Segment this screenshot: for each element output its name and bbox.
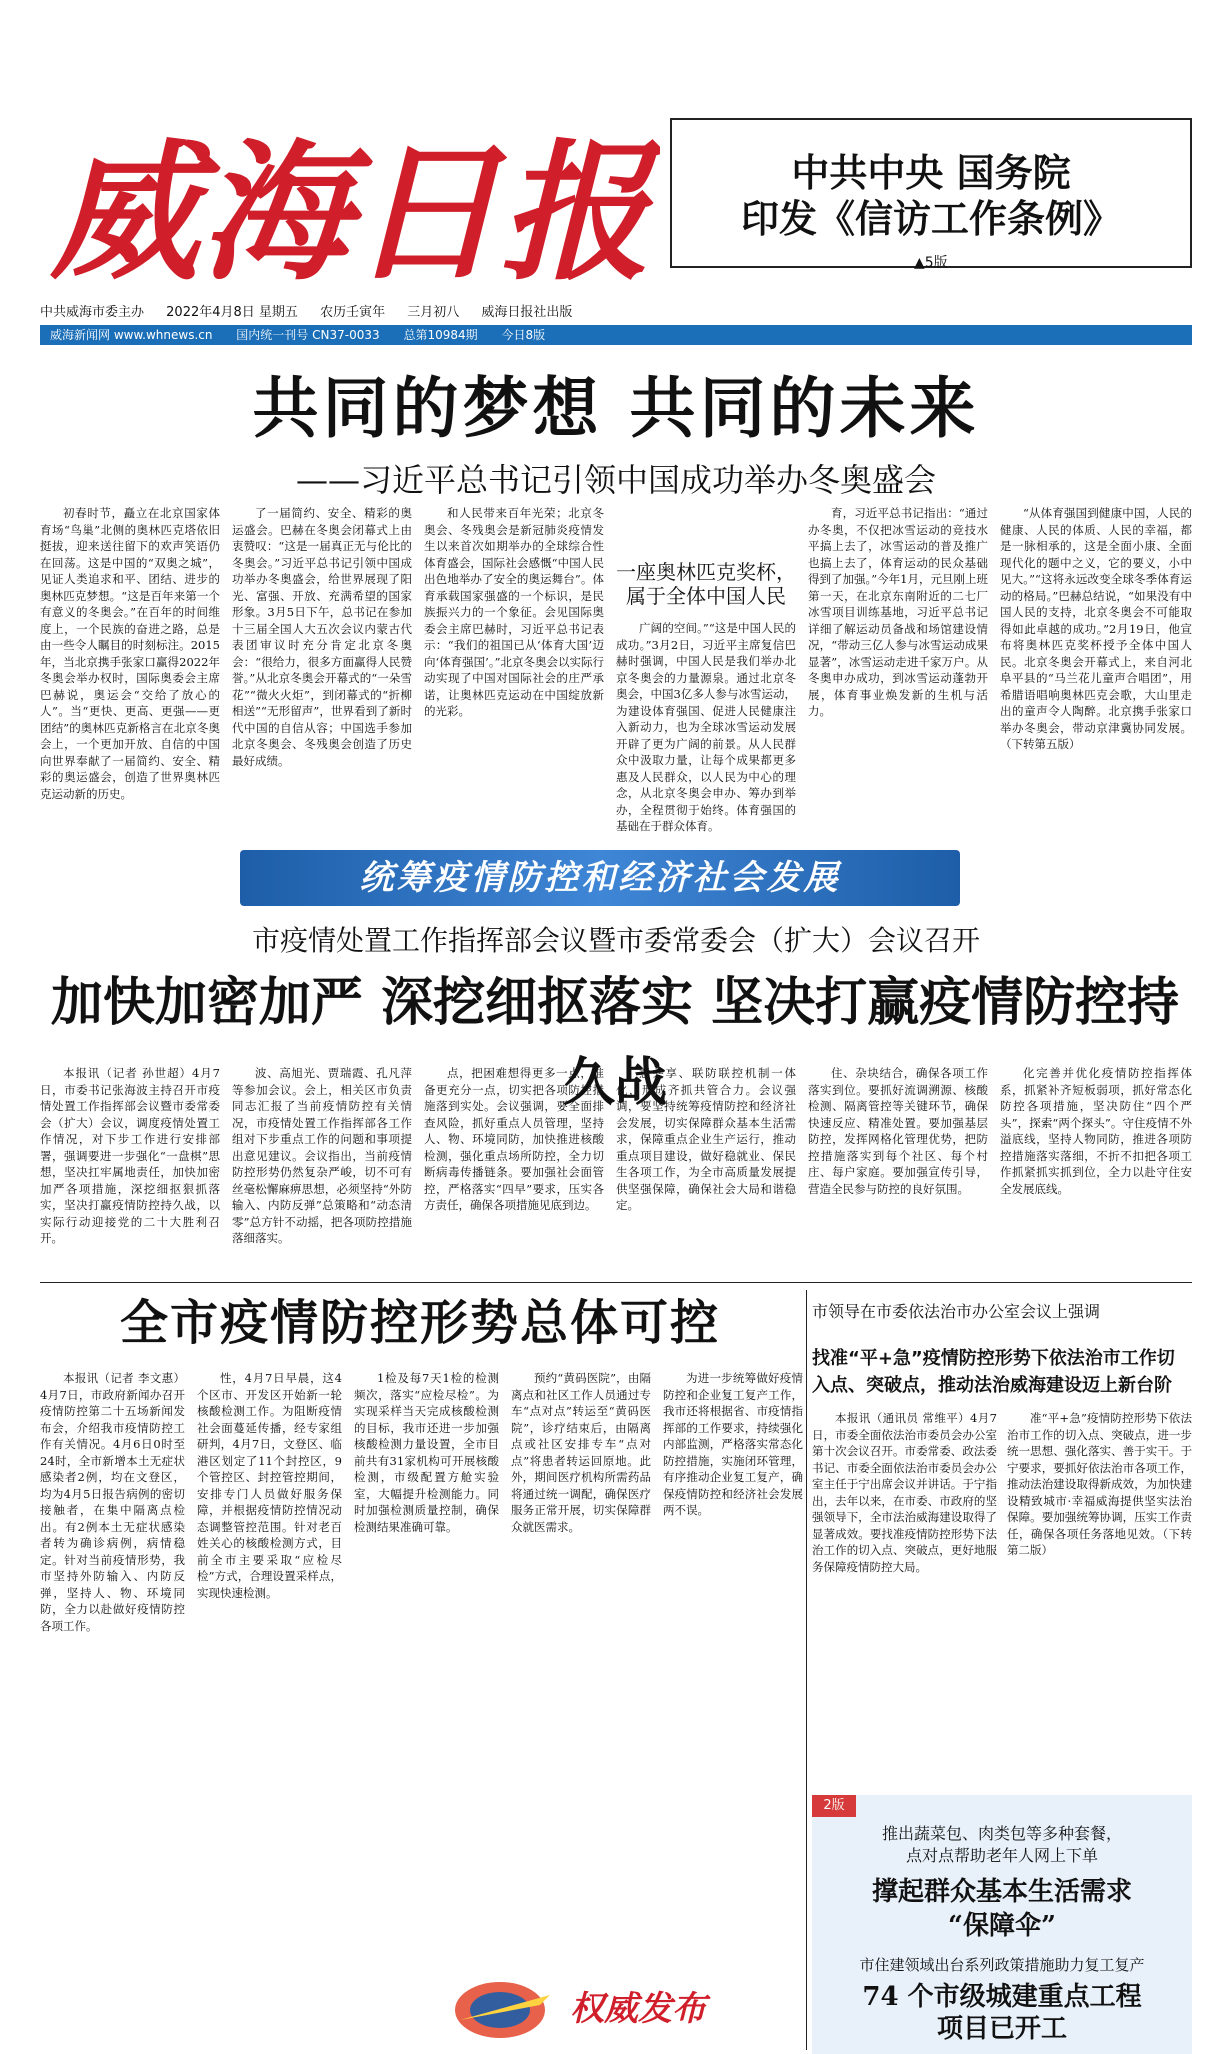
teaser-headline-2: “保障伞”: [948, 1911, 1056, 1941]
teaser-line-5: 市住建领域出台系列政策措施助力复工复产: [859, 1956, 1145, 1974]
info-lunar-day: 三月初八: [407, 305, 460, 320]
story3-title[interactable]: 全市疫情防控形势总体可控: [119, 1295, 720, 1351]
logo-graphic: [40, 100, 660, 300]
story2-col-1: 本报讯（记者 孙世超）4月7日，市委书记张海波主持召开市疫情处置工作指挥部会议暨市委常委会（扩大）会议，调度疫情处置工作情况，对下步工作进行安排部署，强调要进一步强化“一盘棋”思想，坚决扛牢属地责任，加快加密加严各项措施，深挖细抠狠抓落实，坚决打赢疫情防控持久战，以实际行动迎接党的二十大胜利召开。: [40, 1066, 220, 1245]
story1-col-1: 初春时节，矗立在北京国家体育场“鸟巢”北侧的奥林匹克塔依旧挺拔，迎来送往留下的欢声笑语仍在回荡。这是中国的“双奥之城”，见证人类追求和平、团结、进步的奥林匹克梦想。“这是百年来第一个有意义的冬奥会。”在百年的时间维度上，一个民族的奋进之路，总是由一些令人瞩目的时刻标注。2015年，当北京携手张家口赢得2022年冬奥会举办权时，国际奥委会主席巴赫说，奥运会“交给了放心的人”。当“更快、更高、更强——更团结”的奥林匹克新格言在北京冬奥会上，一个更加开放、自信的中国向世界奉献了一届简约、安全、精彩的奥运盛会，创造了世界奥林匹克运动新的历史。: [40, 506, 220, 801]
issue-info-bar-blue: [40, 325, 1192, 345]
story3-col-4: 预约“黄码医院”，由隔离点和社区工作人员通过专车“点对点”转运至“黄码医院”，诊疗结束后，由隔离点或社区安排专车“点对点”将患者转运回原地。此外，期间医疗机构所需药品将通过统一调配，确保医疗服务正常开展，切实保障群众就医需求。: [511, 1371, 651, 1534]
column-divider: [806, 1290, 807, 2050]
side-story-col-1: 本报讯（通讯员 常维平）4月7日，市委全面依法治市委员会办公室第十次会议召开。市委常委、政法委书记、市委全面依法治市委员会办公室主任于宁出席会议并讲话。于宁指出，去年以来，在市委、市政府的坚强领导下，全市法治威海建设取得了显著成效。要找准疫情防控形势下法治工作的切入点、突破点，更好地服务保障疫情防控大局。: [812, 1411, 997, 1574]
story2-col-3: 点，把困难想得更多一点，准备更充分一点，切实把各项防控措施落到实处。会议强调，要全面排查风险，抓好重点人员管理，坚持人、物、环境同防，加快推进核酸检测，强化重点场所防控，全力切断病毒传播链条。要加强社会面管控，严格落实“四早”要求，压实各方责任，确保各项措施见底到边。: [424, 1066, 604, 1212]
teaser-headline-4: 项目已开工: [936, 2014, 1067, 2044]
authority-release-graphic: [440, 1965, 820, 2045]
story1-col-2: 了一届简约、安全、精彩的奥运盛会。巴赫在冬奥会闭幕式上由衷赞叹：“这是一届真正无与伦比的冬奥会。”习近平总书记引领中国成功举办冬奥盛会，给世界展现了阳光、富强、开放、充满希望的国家形象。3月5日下午，总书记在参加十三届全国人大五次会议内蒙古代表团审议时充分肯定北京冬奥会：“很给力，很多方面赢得人民赞誉。”从北京冬奥会开幕式的“一朵雪花”“微火火炬”，到闭幕式的“折柳相送”“无形留声”，世界看到了新时代中国的自信从容；中国选手参加北京冬奥会、冬残奥会创造了历史最好成绩。: [232, 506, 412, 768]
story1-col-6: “从体育强国到健康中国，人民的健康、人民的体质、人民的幸福，都是一脉相承的，这是全面小康、全面现代化的题中之义，它的要义，小中见大。”“这将永远改变全球冬季体育运动的格局。”巴赫总结说，“如果没有中国人民的支持，北京冬奥会不可能取得如此卓越的成功。”2月19日，他宣布将奥林匹克奖杯授予全体中国人民。北京冬奥会开幕式上，来自河北阜平县的“马兰花儿童声合唱团”，用希腊语唱响奥林匹克会歌，大山里走出的童声令人陶醉。北京携手张家口举办冬奥会，带动京津冀协同发展。（下转第五版）: [1000, 506, 1192, 751]
story1-subtitle: ——习近平总书记引领中国成功举办冬奥盛会: [295, 461, 936, 499]
story2-col-5: 住、杂块结合，确保各项工作落实到位。要抓好流调溯源、核酸检测、隔离管控等关键环节，确保快速反应、精准处置。要加强基层防控，发挥网格化管理优势，把防控措施落实到每个社区、每个村庄、每户家庭。要加强宣传引导，营造全民参与防控的良好氛围。: [808, 1066, 988, 1196]
side-story-title[interactable]: 找准“平+急”疫情防控形势下依法治市工作切入点、突破点，推动法治威海建设迈上新台阶: [812, 1348, 1175, 1396]
story2-col-4: 意共享、联防联控机制一体化，形成齐抓共管合力。会议强调，要坚持统筹疫情防控和经济社会发展，切实保障群众基本生活需求，保障重点企业生产运行，推动重点项目建设，做好稳就业、保民生各项工作，为全市高质量发展提供坚强保障，确保社会大局和谐稳定。: [616, 1066, 796, 1212]
teaser-headline-3: 74 个市级城建重点工程: [862, 1982, 1142, 2012]
story2-title[interactable]: 加快加密加严 深挖细抠落实 坚决打赢疫情防控持久战: [50, 972, 1180, 1113]
story1-quote-line-1: 一座奥林匹克奖杯，: [616, 560, 796, 584]
info-website: 威海新闻网 www.whnews.cn: [50, 328, 213, 342]
info-press: 威海日报社出版: [481, 305, 573, 320]
lead-line-1: 中共中央 国务院: [791, 150, 1071, 195]
logo-text: 威海日报: [50, 125, 651, 300]
lead-line-2: 印发《信访工作条例》: [740, 196, 1121, 241]
story1-col-3: 和人民带来百年光荣；北京冬奥会、冬残奥会是新冠肺炎疫情发生以来首次如期举办的全球综合性体育盛会，国际社会感慨“中国人民出色地举办了安全的奥运舞台”。体育承载国家强盛的一个标识，是民族振兴力的一个象征。会见国际奥委会主席巴赫时，习近平总书记表示：“我们的祖国已从‘体育大国’迈向‘体育强国’。”北京冬奥会以实际行动实现了中国对国际社会的庄严承诺，让奥林匹克运动在中国绽放新的光彩。: [424, 506, 604, 718]
issue-info-bar: [40, 301, 1192, 325]
authority-graphic: [440, 1965, 820, 2045]
story1-quote-block: [616, 560, 796, 615]
story2-subtitle: 市疫情处置工作指挥部会议暨市委常委会（扩大）会议召开: [251, 924, 980, 957]
info-date: 2022年4月8日 星期五: [166, 305, 298, 320]
side-story-col-2: 准“平+急”疫情防控形势下依法治市工作的切入点、突破点，进一步统一思想、强化落实、善于实干。于宁要求，要抓好依法治市各项工作，推动法治建设取得新成效，为加快建设精致城市·幸福威海提供坚实法治保障。要加强统筹协调，压实工作责任，确保各项任务落地见效。（下转第二版）: [1007, 1411, 1192, 1557]
story3-col-3: 1检及每7天1检的检测频次，落实“应检尽检”。为实现采样当天完成核酸检测的目标，我市还进一步加强核酸检测力量设置，全市目前共有31家机构可开展核酸检测，市级配置方舱实验室，大幅提升检测能力。同时加强检测质量控制，确保检测结果准确可靠。: [354, 1371, 499, 1534]
teaser-headline-1: 撑起群众基本生活需求: [871, 1877, 1132, 1907]
authority-text: 权威发布: [570, 1989, 706, 2029]
info-issue-no: 总第10984期: [403, 328, 478, 342]
story2-col-2: 波、高旭光、贾瑞霞、孔凡萍等参加会议。会上，相关区市负责同志汇报了当前疫情防控有关情况，市疫情处置工作指挥部各工作组对下步重点工作的问题和事项提出意见建议。会议指出，当前疫情防控形势仍然复杂严峻，切不可有丝毫松懈麻痹思想，必须坚持“外防输入、内防反弹”总策略和“动态清零”总方针不动摇，把各项防控措施落细落实。: [232, 1066, 412, 1245]
teaser-line-1: 推出蔬菜包、肉类包等多种套餐，: [881, 1824, 1122, 1843]
story2-col-6: 化完善并优化疫情防控指挥体系，抓紧补齐短板弱项，抓好常态化防控各项措施，坚决防住“四个严头”，探索“两个探头”。守住疫情不外溢底线，坚持人物同防，推进各项防控措施落实落细，不折不扣把各项工作抓紧抓实抓到位，全力以赴守住安全发展底线。: [1000, 1066, 1192, 1196]
story1-col-5: 育，习近平总书记指出：“通过办冬奥，不仅把冰雪运动的竞技水平搞上去了，冰雪运动的普及推广也搞上去了，体育运动的民众基础得到了加强。”今年1月，元旦刚上班第一天，在北京东南附近的二七厂冰雪项目训练基地，习近平总书记详细了解运动员备战和场馆建设情况，“带动三亿人参与冰雪运动成果显著”，冰雪运动走进千家万户。从冬奥申办成功，到冰雪运动蓬勃开展，体育事业焕发新的生机与活力。: [808, 506, 988, 718]
teaser-page-badge: 2版: [812, 1795, 856, 1817]
section-banner: 统筹疫情防控和经济社会发展: [240, 850, 960, 906]
info-lunar-year: 农历壬寅年: [320, 305, 386, 320]
side-story-subtitle: 市领导在市委依法治市办公室会议上强调: [812, 1302, 1101, 1321]
story1-quote-line-2: 属于全体中国人民: [626, 584, 786, 608]
teaser-box[interactable]: [812, 1795, 1192, 2054]
story3-col-1: 本报讯（记者 李文惠）4月7日，市政府新闻办召开疫情防控第二十五场新闻发布会，介绍我市疫情防控工作有关情况。4月6日0时至24时，全市新增本土无症状感染者2例，均在文登区，均为4月5日报告病例的密切接触者，在集中隔离点检出。有2例本土无症状感染者转为确诊病例，病情稳定。针对当前疫情形势，我市坚持外防输入、内防反弹，坚持人、物、环境同防，全力以赴做好疫情防控各项工作。: [40, 1371, 185, 1633]
story1-title[interactable]: 共同的梦想 共同的未来: [252, 369, 980, 447]
story3-col-2: 性，4月7日早晨，这4个区市、开发区开始新一轮核酸检测工作。为阻断疫情社会面蔓延传播，经专家组研判，4月7日，文登区、临港区划定了11个封控区，9个管控区、封控管控期间，安排专门人员做好服务保障，并根据疫情防控情况动态调整管控范围。针对老百姓关心的核酸检测方式，目前全市主要采取“应检尽检”方式，合理设置采样点，实现快速检测。: [197, 1371, 342, 1600]
info-publisher: 中共威海市委主办: [40, 305, 145, 320]
story3-col-5: 为进一步统筹做好疫情防控和企业复工复产工作，我市还将根据省、市疫情指挥部的工作要求，持续强化内部监测，严格落实常态化防控措施，实施闭环管理，有序推动企业复工复产，确保疫情防控和经济社会发展两不误。: [663, 1371, 803, 1517]
info-pages: 今日8版: [501, 328, 546, 342]
story1-col-4: 广阔的空间。”“这是中国人民的成功。”3月2日，习近平主席复信巴赫时强调，中国人民是我们举办北京冬奥会的力量源泉。通过北京冬奥会，中国3亿多人参与冰雪运动，为建设体育强国、促进人民健康注入新动力，也为全球冰雪运动发展开辟了更为广阔的前景。从人民群众中汲取力量，让每个成果都更多惠及人民群众，以人民为中心的理念，从北京冬奥会申办、筹办到举办，全程贯彻于始终。体育强国的基础在于群众体育。: [616, 621, 796, 833]
info-cn: 国内统一刊号 CN37-0033: [236, 328, 380, 342]
masthead-logo: [40, 100, 660, 300]
lead-headline-box[interactable]: [670, 118, 1192, 271]
lead-page-ref: ▲5版: [914, 255, 948, 271]
divider-line: [40, 1282, 1192, 1283]
teaser-line-2: 点对点帮助老年人网上下单: [905, 1846, 1098, 1865]
